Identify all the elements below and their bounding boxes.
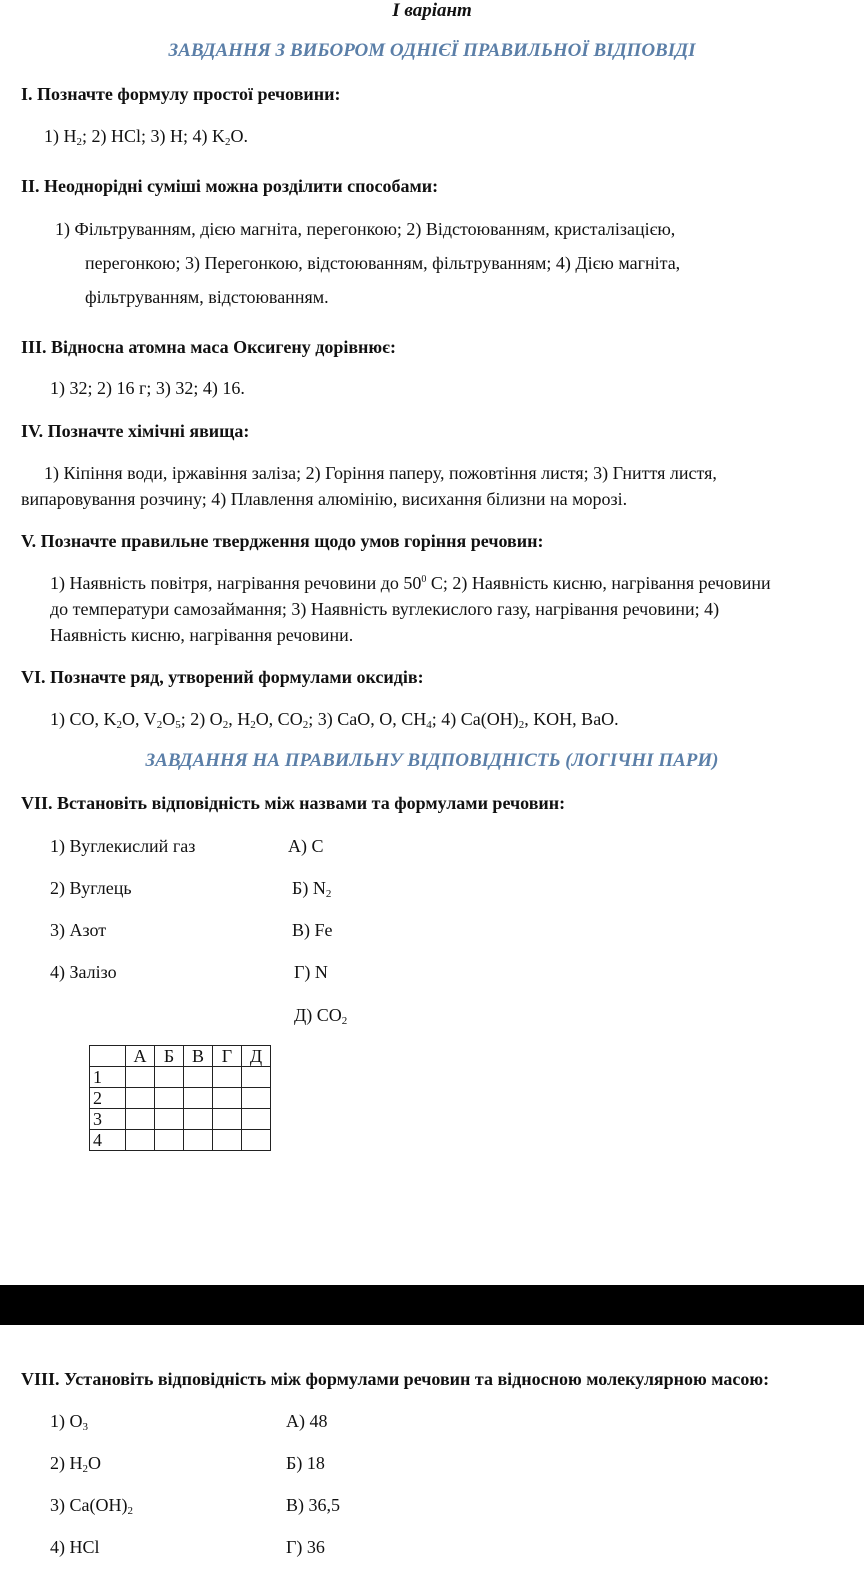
table-header-cell: Д <box>242 1046 271 1067</box>
table-header-cell: А <box>126 1046 155 1067</box>
answer-cell[interactable] <box>155 1088 184 1109</box>
q7-left-item: 4) Залізо <box>50 962 117 982</box>
page-divider-bar <box>0 1285 864 1325</box>
question-5-answer-line: 1) Наявність повітря, нагрівання речовини до $50^0$ С; 2) Наявність кисню, нагрівання речовини <box>50 573 771 593</box>
answer-cell[interactable] <box>213 1130 242 1151</box>
variant-title: І варіант <box>392 0 472 21</box>
answer-cell[interactable] <box>184 1088 213 1109</box>
answer-cell[interactable] <box>155 1067 184 1088</box>
table-header-cell: Б <box>155 1046 184 1067</box>
table-row <box>90 1088 271 1109</box>
question-7: VII. Встановіть відповідність між назвами та формулами речовин: <box>21 793 566 813</box>
table-row-label: 3 <box>90 1109 126 1130</box>
answer-cell[interactable] <box>242 1067 271 1088</box>
question-2-answer-line: перегонкою; 3) Перегонкою, відстоюванням, фільтруванням; 4) Дією магніта, <box>85 253 681 273</box>
answer-cell[interactable] <box>126 1067 155 1088</box>
answer-cell[interactable] <box>126 1109 155 1130</box>
q8-right-item: А) 48 <box>286 1411 328 1431</box>
table-row-label: 1 <box>90 1067 126 1088</box>
answer-cell[interactable] <box>242 1109 271 1130</box>
q8-left-item: 4) HCl <box>50 1537 100 1557</box>
q7-left-item: 1) Вуглекислий газ <box>50 836 196 856</box>
q7-right-item: А) C <box>288 836 324 856</box>
question-1-answers: 1) $H_2$; 2) HCl; 3) H; 4) $K_2O$. <box>44 126 248 148</box>
table-corner-cell <box>90 1046 126 1067</box>
answer-cell[interactable] <box>242 1088 271 1109</box>
answer-cell[interactable] <box>184 1130 213 1151</box>
q8-left-item: 3) $Ca(OH)_2$ <box>50 1495 133 1517</box>
answer-cell[interactable] <box>184 1067 213 1088</box>
question-3: III. Відносна атомна маса Оксигену дорівнює: <box>21 337 396 357</box>
question-3-answers: 1) 32; 2) 16 г; 3) 32; 4) 16. <box>50 378 245 398</box>
question-5-answer-line: до температури самозаймання; 3) Наявність вуглекислого газу, нагрівання речовини; 4) <box>50 599 720 619</box>
q8-left-item: 2) $H_2O$ <box>50 1453 101 1475</box>
table-row <box>90 1067 271 1088</box>
answer-cell[interactable] <box>213 1109 242 1130</box>
table-row <box>90 1109 271 1130</box>
q7-left-item: 3) Азот <box>50 920 107 940</box>
question-4-answer-line: 1) Кіпіння води, іржавіння заліза; 2) Горіння паперу, пожовтіння листя; 3) Гниття листя, <box>44 463 717 483</box>
q8-right-item: Г) 36 <box>286 1537 325 1557</box>
question-2-answer-line: фільтруванням, відстоюванням. <box>85 287 329 307</box>
table-header-row <box>90 1046 271 1067</box>
q8-right-item: Б) 18 <box>286 1453 325 1473</box>
q8-right-item: В) 36,5 <box>286 1495 340 1515</box>
question-5: V. Позначте правильне твердження щодо умов горіння речовин: <box>21 531 544 551</box>
q7-answer-table <box>89 1045 271 1151</box>
table-row-label: 2 <box>90 1088 126 1109</box>
table-header-cell: В <box>184 1046 213 1067</box>
answer-cell[interactable] <box>155 1130 184 1151</box>
table-row <box>90 1130 271 1151</box>
section-title-matching: ЗАВДАННЯ НА ПРАВИЛЬНУ ВІДПОВІДНІСТЬ (ЛОГІЧНІ ПАРИ) <box>145 750 719 771</box>
question-4: IV. Позначте хімічні явища: <box>21 421 250 441</box>
question-2: II. Неоднорідні суміші можна розділити способами: <box>21 176 439 196</box>
q8-left-item: 1) $O_3$ <box>50 1411 88 1433</box>
question-5-answer-line: Наявність кисню, нагрівання речовини. <box>50 625 354 645</box>
question-2-answer-line: 1) Фільтруванням, дією магніта, перегонкою; 2) Відстоюванням, кристалізацією, <box>55 219 676 239</box>
answer-cell[interactable] <box>213 1067 242 1088</box>
q7-left-item: 2) Вуглець <box>50 878 132 898</box>
table-header-cell: Г <box>213 1046 242 1067</box>
answer-cell[interactable] <box>126 1130 155 1151</box>
answer-cell[interactable] <box>155 1109 184 1130</box>
question-8: VIII. Установіть відповідність між формулами речовин та відносною молекулярною масою: <box>21 1369 770 1389</box>
answer-cell[interactable] <box>213 1088 242 1109</box>
question-6-answers: 1) CO, $K_2O$, $V_2O_5$; 2) $O_2$, $H_2O$, $CO_2$; 3) CaO, O, $CH_4$; 4) $Ca(OH)_2$, KOH, BaO. <box>50 709 619 731</box>
question-6: VI. Позначте ряд, утворений формулами оксидів: <box>21 667 424 687</box>
q7-right-item: Б) $N_2$ <box>292 878 332 900</box>
answer-cell[interactable] <box>126 1088 155 1109</box>
answer-cell[interactable] <box>242 1130 271 1151</box>
answer-cell[interactable] <box>184 1109 213 1130</box>
q7-right-item: В) Fe <box>292 920 333 940</box>
question-4-answer-line: випаровування розчину; 4) Плавлення алюмінію, висихання білизни на морозі. <box>21 489 628 509</box>
table-row-label: 4 <box>90 1130 126 1151</box>
question-1: I. Позначте формулу простої речовини: <box>21 84 341 104</box>
q7-right-item: Д) $CO_2$ <box>294 1005 348 1027</box>
q7-right-item: Г) N <box>294 962 328 982</box>
section-title-single-choice: ЗАВДАННЯ З ВИБОРОМ ОДНІЄЇ ПРАВИЛЬНОЇ ВІДПОВІДІ <box>168 40 696 61</box>
